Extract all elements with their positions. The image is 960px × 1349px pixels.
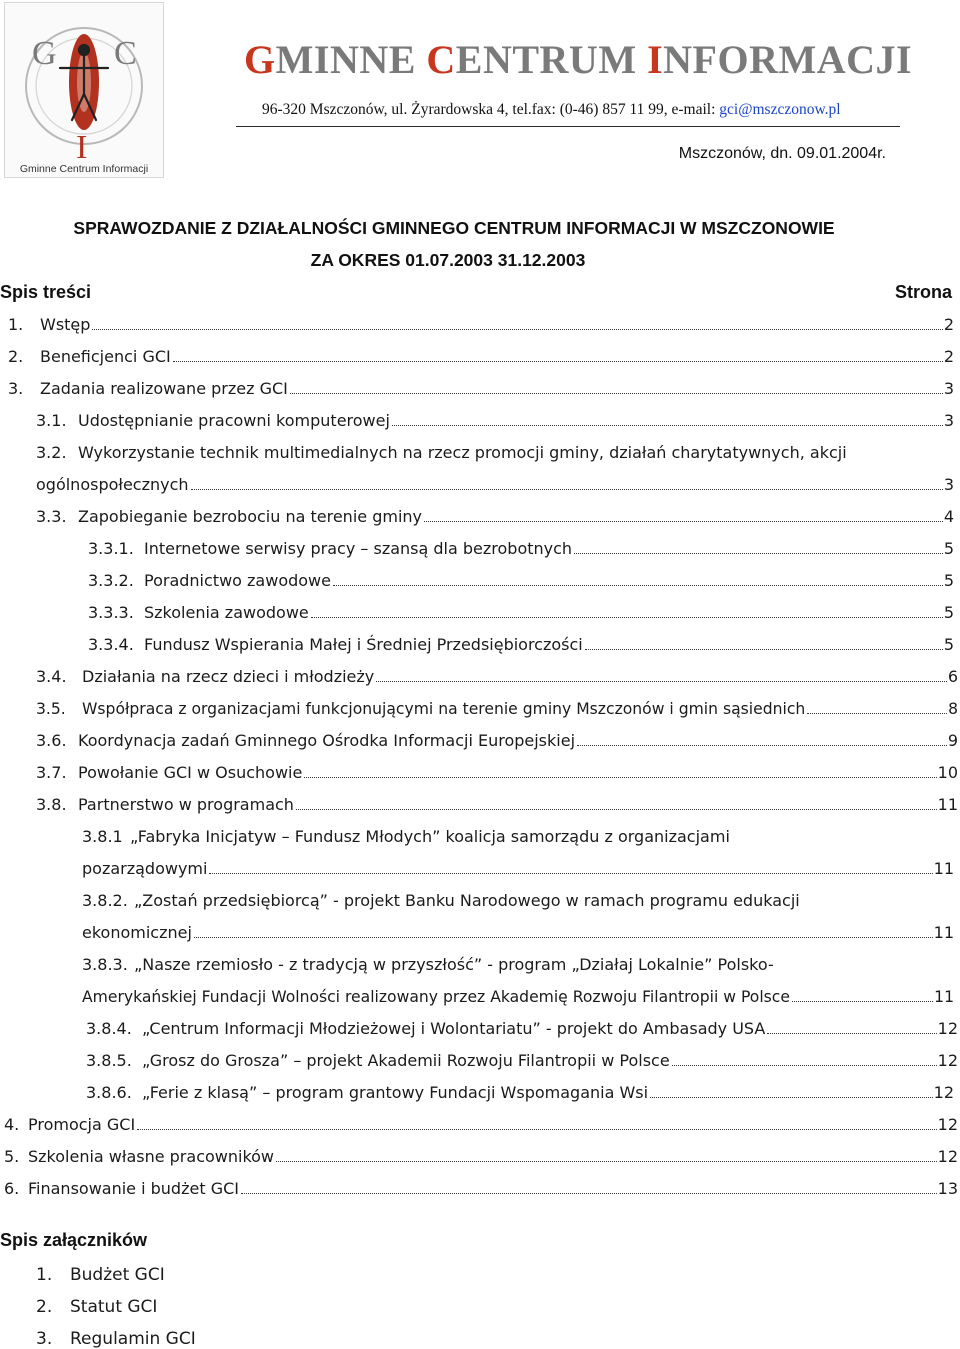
logo-letter-g: G xyxy=(32,35,57,72)
toc-entry[interactable] xyxy=(88,539,954,559)
toc-entry[interactable] xyxy=(88,603,954,623)
toc-entry-page: 5 xyxy=(943,635,954,654)
toc-entry-text: Internetowe serwisy pracy – szansą dla bezrobotnych xyxy=(144,539,573,558)
toc-entry-text: „Grosz do Grosza” – projekt Akademii Rozwoju Filantropii w Polsce xyxy=(142,1051,670,1070)
toc-entry[interactable] xyxy=(8,347,954,367)
toc-entry-number: 3.7. xyxy=(36,763,67,782)
toc-entry-text: „Fabryka Inicjatyw – Fundusz Młodych” koalicja samorządu z organizacjami xyxy=(130,827,730,846)
toc-leader xyxy=(585,648,943,650)
toc-entry[interactable] xyxy=(36,731,958,751)
toc-leader xyxy=(376,680,947,682)
toc-leader xyxy=(304,776,936,778)
toc-entry-first-line[interactable] xyxy=(82,827,730,847)
address-text: 96-320 Mszczonów, ul. Żyrardowska 4, tel.fax: (0-46) 857 11 99, e-mail: xyxy=(262,101,720,118)
toc-entry-page: 12 xyxy=(937,1019,958,1038)
attachment-text: Regulamin GCI xyxy=(70,1329,196,1349)
toc-entry-number: 3.3.2. xyxy=(88,571,134,590)
toc-entry-text: Fundusz Wspierania Małej i Średniej Przedsiębiorczości xyxy=(144,635,583,654)
toc-entry-page: 11 xyxy=(933,923,954,942)
org-title-part: MINNE xyxy=(275,37,427,82)
toc-entry-first-line[interactable] xyxy=(82,891,800,911)
toc-entry-page: 12 xyxy=(937,1115,958,1134)
toc-entry-number: 4. xyxy=(4,1115,20,1134)
attachment-item[interactable] xyxy=(36,1329,196,1349)
toc-entry-text: Koordynacja zadań Gminnego Ośrodka Informacji Europejskiej xyxy=(78,731,576,750)
toc-leader xyxy=(672,1064,937,1066)
toc-entry-text: Szkolenia własne pracowników xyxy=(28,1147,275,1166)
toc-entry-page: 3 xyxy=(943,379,954,398)
toc-entry[interactable] xyxy=(4,1147,958,1167)
org-title xyxy=(244,36,912,83)
toc-entry-text: Powołanie GCI w Osuchowie xyxy=(78,763,303,782)
toc-leader xyxy=(650,1096,933,1098)
toc-entry-text: „Centrum Informacji Młodzieżowej i Wolontariatu” - projekt do Ambasady USA xyxy=(142,1019,766,1038)
toc-entry-number: 3.5. xyxy=(36,700,66,718)
toc-entry[interactable] xyxy=(36,699,958,719)
toc-entry[interactable] xyxy=(36,507,954,527)
toc-entry-number: 3.3.1. xyxy=(88,539,134,558)
toc-entry-text: Wstęp xyxy=(40,315,91,334)
toc-entry-text-cont: ekonomicznej xyxy=(82,923,192,942)
toc-entry-page: 3 xyxy=(943,475,954,494)
toc-page-heading: Strona xyxy=(894,282,952,302)
toc-leader xyxy=(173,360,943,362)
toc-entry-number: 3.1. xyxy=(36,411,67,430)
toc-entry-page: 2 xyxy=(943,315,954,334)
toc-entry-text: Promocja GCI xyxy=(28,1115,136,1134)
logo-letter-i: I xyxy=(76,129,88,166)
toc-entry-number: 3.3.4. xyxy=(88,635,134,654)
org-title-part: G xyxy=(244,37,276,82)
toc-entry-number: 3.3.3. xyxy=(88,603,134,622)
toc-entry[interactable] xyxy=(36,667,958,687)
toc-entry-continuation[interactable] xyxy=(82,987,954,1007)
toc-entry-text: Zapobieganie bezrobociu na terenie gminy xyxy=(78,507,422,526)
toc-entry-text: „Nasze rzemiosło - z tradycją w przyszłość” - program „Działaj Lokalnie” Polsko- xyxy=(134,955,774,974)
toc-entry-page: 4 xyxy=(943,507,954,526)
attachment-text: Statut GCI xyxy=(70,1297,158,1317)
toc-entry-page: 12 xyxy=(937,1051,958,1070)
toc-entry-page: 3 xyxy=(943,411,954,430)
toc-entry[interactable] xyxy=(4,1115,958,1135)
toc-entry-text: „Ferie z klasą” – program grantowy Fundacji Wspomagania Wsi xyxy=(142,1083,649,1102)
toc-leader xyxy=(276,1160,937,1162)
org-title-part: ENTRUM xyxy=(455,37,648,82)
toc-leader xyxy=(191,488,943,490)
toc-entry-text-cont: pozarządowymi xyxy=(82,859,208,878)
toc-entry-number: 6. xyxy=(4,1179,20,1198)
toc-entry-continuation[interactable] xyxy=(82,859,954,879)
toc-entry-text-cont: Amerykańskiej Fundacji Wolności realizowany przez Akademię Rozwoju Filantropii w Polsce xyxy=(82,988,790,1006)
toc-entry-number: 3.8.5. xyxy=(86,1051,132,1070)
org-title-part: NFORMACJI xyxy=(663,37,913,82)
toc-leader xyxy=(241,1192,937,1194)
email-link[interactable]: gci@mszczonow.pl xyxy=(719,101,841,118)
toc-entry-number: 2. xyxy=(8,347,24,366)
report-title-line-2: ZA OKRES 01.07.2003 31.12.2003 xyxy=(310,250,586,270)
toc-entry[interactable] xyxy=(86,1051,958,1071)
toc-entry-page: 12 xyxy=(933,1083,954,1102)
toc-entry-text: Działania na rzecz dzieci i młodzieży xyxy=(82,667,375,686)
toc-entry[interactable] xyxy=(86,1019,958,1039)
attachment-item[interactable] xyxy=(36,1265,165,1285)
attachment-item[interactable] xyxy=(36,1297,157,1317)
attachment-number: 2. xyxy=(36,1297,53,1317)
toc-entry[interactable] xyxy=(36,411,954,431)
toc-leader xyxy=(333,584,943,586)
toc-leader xyxy=(290,392,943,394)
toc-entry-page: 5 xyxy=(943,603,954,622)
toc-leader xyxy=(92,328,942,330)
report-title-line-1: SPRAWOZDANIE Z DZIAŁALNOŚCI GMINNEGO CENTRUM INFORMACJI W MSZCZONOWIE xyxy=(73,218,835,238)
toc-entry-page: 5 xyxy=(943,539,954,558)
toc-entry-number: 3.8.1 xyxy=(82,827,123,846)
toc-entry-text: Poradnictwo zawodowe xyxy=(144,571,331,590)
toc-leader xyxy=(767,1032,936,1034)
toc-entry-text: Zadania realizowane przez GCI xyxy=(40,379,288,398)
toc-entry-text-cont: ogólnospołecznych xyxy=(36,475,189,494)
toc-leader xyxy=(296,808,937,810)
toc-entry-page: 8 xyxy=(948,700,958,718)
toc-entry-page: 11 xyxy=(937,795,958,814)
gci-logo xyxy=(4,2,164,178)
toc-leader xyxy=(392,424,943,426)
toc-entry-first-line[interactable] xyxy=(36,443,847,463)
toc-entry-text: Udostępnianie pracowni komputerowej xyxy=(78,411,390,430)
toc-entry-number: 3. xyxy=(8,379,24,398)
toc-entry-page: 10 xyxy=(937,763,958,782)
toc-leader xyxy=(574,552,943,554)
toc-entry-page: 11 xyxy=(933,859,954,878)
toc-entry-page: 12 xyxy=(937,1147,958,1166)
attachment-number: 3. xyxy=(36,1329,53,1349)
toc-entry-number: 3.6. xyxy=(36,731,67,750)
toc-entry-text: Finansowanie i budżet GCI xyxy=(28,1179,239,1198)
org-title-part: I xyxy=(647,37,664,82)
toc-entry-page: 13 xyxy=(937,1179,958,1198)
toc-entry-number: 3.8. xyxy=(36,795,67,814)
toc-entry-text: Beneficjenci GCI xyxy=(40,347,171,366)
attachments-heading: Spis załączników xyxy=(0,1230,148,1250)
toc-entry[interactable] xyxy=(36,795,958,815)
toc-entry[interactable] xyxy=(88,571,954,591)
toc-entry-number: 3.4. xyxy=(36,667,67,686)
logo-letter-c: C xyxy=(114,35,137,72)
toc-entry-first-line[interactable] xyxy=(82,955,774,975)
toc-entry-number: 3.8.6. xyxy=(86,1083,132,1102)
toc-entry[interactable] xyxy=(86,1083,954,1103)
toc-entry-number: 3.8.3. xyxy=(82,955,128,974)
toc-entry-continuation[interactable] xyxy=(82,923,954,943)
org-title-part: C xyxy=(426,37,456,82)
toc-heading: Spis treści xyxy=(0,282,92,302)
toc-leader xyxy=(792,1000,933,1002)
toc-entry-text: Wykorzystanie technik multimedialnych na rzecz promocji gminy, działań charytatywnych, akcji xyxy=(78,443,847,462)
attachment-text: Budżet GCI xyxy=(70,1265,165,1285)
header-divider xyxy=(236,126,900,127)
toc-entry-text: Współpraca z organizacjami funkcjonującymi na terenie gminy Mszczonów i gmin sąsiednich xyxy=(82,700,806,718)
toc-leader xyxy=(311,616,943,618)
toc-entry[interactable] xyxy=(4,1179,958,1199)
toc-entry-page: 9 xyxy=(947,731,958,750)
toc-entry-number: 3.3. xyxy=(36,507,67,526)
toc-entry-text: Partnerstwo w programach xyxy=(78,795,294,814)
address-line xyxy=(262,101,841,119)
toc-entry-number: 3.2. xyxy=(36,443,67,462)
toc-entry[interactable] xyxy=(36,763,958,783)
toc-entry-number: 3.8.4. xyxy=(86,1019,132,1038)
toc-entry[interactable] xyxy=(8,379,954,399)
toc-entry-number: 1. xyxy=(8,315,24,334)
toc-leader xyxy=(137,1128,936,1130)
toc-leader xyxy=(577,744,947,746)
attachment-number: 1. xyxy=(36,1265,53,1285)
toc-entry-text: „Zostań przedsiębiorcą” - projekt Banku Narodowego w ramach programu edukacji xyxy=(134,891,800,910)
toc-entry-continuation[interactable] xyxy=(36,475,954,495)
toc-entry[interactable] xyxy=(8,315,954,335)
toc-entry-page: 5 xyxy=(943,571,954,590)
toc-leader xyxy=(194,936,933,938)
toc-entry-number: 5. xyxy=(4,1147,20,1166)
toc-leader xyxy=(209,872,932,874)
toc-entry-page: 6 xyxy=(947,667,958,686)
toc-leader xyxy=(424,520,943,522)
toc-entry[interactable] xyxy=(88,635,954,655)
toc-leader xyxy=(807,712,947,714)
place-date: Mszczonów, dn. 09.01.2004r. xyxy=(678,145,886,162)
toc-entry-page: 11 xyxy=(934,988,954,1006)
toc-entry-page: 2 xyxy=(943,347,954,366)
logo-caption: Gminne Centrum Informacji xyxy=(19,163,149,175)
toc-entry-text: Szkolenia zawodowe xyxy=(144,603,309,622)
toc-entry-number: 3.8.2. xyxy=(82,891,128,910)
